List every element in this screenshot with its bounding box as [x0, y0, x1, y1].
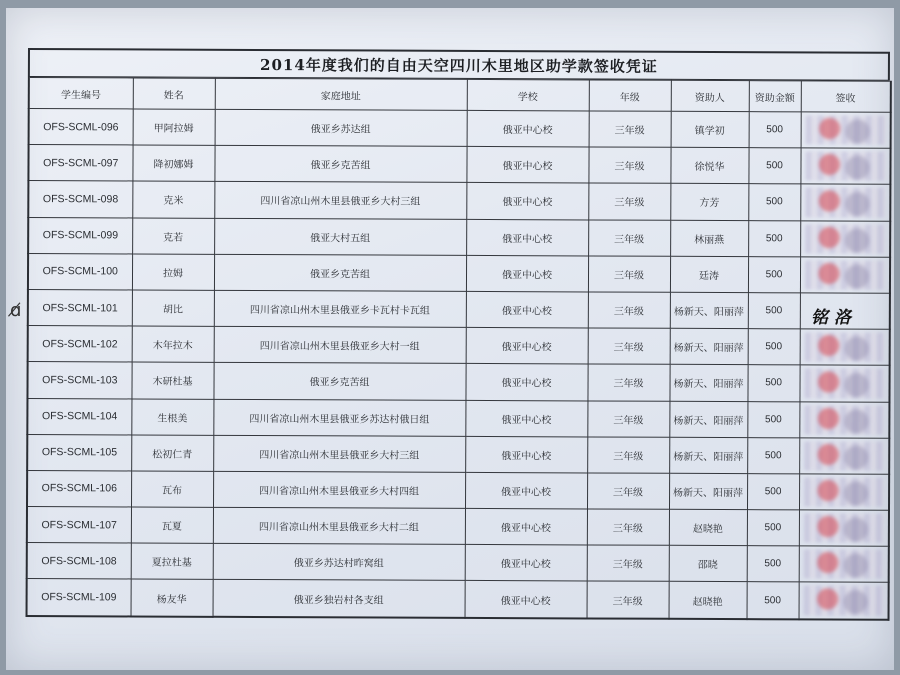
table-row: [29, 109, 891, 149]
cell-student-id: OFS-SCML-105: [27, 434, 131, 471]
paper-sheet: [6, 8, 894, 670]
redacted-signature-thumbprint: [804, 369, 885, 399]
cell-student-name: 瓦夏: [131, 507, 213, 544]
cell-school: 俄亚中心校: [466, 219, 588, 256]
redacted-signature-thumbprint: [804, 333, 885, 363]
cell-amount: 500: [748, 148, 800, 184]
cell-amount: 500: [748, 184, 800, 220]
table-row: [28, 181, 890, 221]
redacted-signature-thumbprint: [804, 477, 885, 507]
cell-home-address: 四川省凉山州木里县俄亚乡卡瓦村卡瓦组: [214, 290, 466, 327]
redacted-signature-thumbprint: [803, 513, 884, 543]
cell-amount: 500: [747, 546, 799, 582]
cell-signature: [801, 112, 891, 149]
cell-home-address: 四川省凉山州木里县俄亚乡大村二组: [213, 507, 465, 544]
table-row: [27, 434, 889, 474]
cell-student-id: OFS-SCML-100: [28, 253, 132, 290]
cell-signature: [799, 510, 889, 547]
cell-signature: [800, 220, 890, 257]
redacted-signature-thumbprint: [803, 586, 884, 616]
cell-home-address: 俄亚乡克苦组: [214, 146, 466, 183]
cell-student-name: 生根美: [131, 398, 213, 435]
cell-home-address: 四川省凉山州木里县俄亚乡大村三组: [213, 435, 465, 472]
col-header-id: 学生编号: [29, 78, 133, 109]
cell-student-name: 胡比: [132, 290, 214, 327]
cell-student-id: OFS-SCML-109: [27, 579, 131, 616]
cell-student-name: 拉姆: [132, 254, 214, 291]
col-header-address: 家庭地址: [215, 78, 467, 110]
cell-school: 俄亚中心校: [465, 400, 587, 437]
cell-school: 俄亚中心校: [465, 364, 587, 401]
cell-sponsor: 杨新天、阳丽萍: [669, 473, 747, 510]
cell-student-name: 克米: [132, 181, 214, 218]
cell-home-address: 俄亚大村五组: [214, 218, 466, 255]
cell-signature: [800, 257, 890, 294]
cell-grade: 三年级: [587, 364, 669, 401]
col-header-school: 学校: [467, 79, 589, 111]
cell-signature: [799, 546, 889, 583]
cell-grade: 三年级: [588, 328, 670, 365]
table-row: [27, 507, 889, 547]
cell-school: 俄亚中心校: [466, 183, 588, 220]
margin-check-mark: ɑ̸: [10, 300, 22, 321]
cell-school: 俄亚中心校: [465, 581, 587, 618]
table-row: [27, 362, 889, 402]
table-row: [28, 289, 890, 329]
cell-home-address: 俄亚乡克苦组: [213, 363, 465, 400]
cell-sponsor: 杨新天、阳丽萍: [669, 437, 747, 474]
cell-student-id: OFS-SCML-101: [28, 289, 132, 326]
cell-student-name: 降初娜姆: [132, 145, 214, 182]
cell-student-id: OFS-SCML-098: [28, 181, 132, 218]
redacted-signature-thumbprint: [803, 550, 884, 580]
cell-school: 俄亚中心校: [467, 110, 589, 147]
cell-student-id: OFS-SCML-107: [27, 507, 131, 544]
cell-student-name: 甲阿拉姆: [133, 109, 215, 146]
cell-student-id: OFS-SCML-096: [29, 109, 133, 146]
cell-sponsor: 赵晓艳: [669, 582, 747, 619]
cell-student-name: 松初仁青: [131, 435, 213, 472]
table-row: [27, 579, 889, 619]
cell-student-name: 杨友华: [131, 579, 213, 616]
cell-signature: [799, 474, 889, 511]
cell-sponsor: 廷涛: [670, 256, 748, 293]
cell-grade: 三年级: [589, 111, 671, 148]
cell-sponsor: 林丽燕: [670, 220, 748, 257]
cell-home-address: 俄亚乡独岩村各支组: [213, 580, 465, 618]
table-row: [27, 470, 889, 510]
table-row: [28, 253, 890, 293]
cell-signature: [800, 184, 890, 221]
handwritten-signature: 铭 洛: [811, 308, 851, 328]
redacted-signature-thumbprint: [805, 152, 886, 182]
redacted-signature-thumbprint: [804, 260, 885, 290]
cell-amount: 500: [747, 510, 799, 546]
redacted-signature-thumbprint: [805, 224, 886, 254]
col-header-amount: 资助金额: [749, 81, 801, 112]
cell-sponsor: 赵晓艳: [669, 509, 747, 546]
cell-home-address: 俄亚乡苏达村昨窝组: [213, 544, 465, 581]
cell-grade: 三年级: [587, 400, 669, 437]
cell-home-address: 俄亚乡苏达组: [215, 109, 467, 146]
cell-student-id: OFS-SCML-099: [28, 217, 132, 254]
cell-student-id: OFS-SCML-104: [27, 398, 131, 435]
redacted-signature-thumbprint: [804, 441, 885, 471]
cell-amount: 500: [748, 220, 800, 256]
cell-school: 俄亚中心校: [465, 545, 587, 582]
cell-grade: 三年级: [587, 581, 669, 618]
cell-signature: [799, 582, 889, 619]
cell-student-name: 木年拉木: [132, 326, 214, 363]
cell-student-name: 克若: [132, 218, 214, 255]
col-header-grade: 年级: [589, 80, 671, 111]
cell-student-name: 瓦布: [131, 471, 213, 508]
table-row: [27, 398, 889, 438]
cell-signature: [799, 365, 889, 402]
cell-grade: 三年级: [587, 437, 669, 474]
redacted-signature-thumbprint: [805, 188, 886, 218]
cell-student-name: 木研杜基: [131, 362, 213, 399]
col-header-name: 姓名: [133, 78, 215, 109]
cell-amount: 500: [748, 329, 800, 365]
cell-grade: 三年级: [588, 292, 670, 329]
cell-student-id: OFS-SCML-097: [28, 145, 132, 182]
cell-signature: [800, 329, 890, 366]
redacted-signature-thumbprint: [805, 115, 886, 145]
cell-sponsor: 镇学初: [671, 111, 749, 148]
cell-student-id: OFS-SCML-103: [27, 362, 131, 399]
cell-amount: 500: [749, 112, 801, 148]
cell-signature: [799, 438, 889, 475]
receipt-table: [26, 77, 892, 620]
cell-grade: 三年级: [588, 256, 670, 293]
cell-signature: [799, 401, 889, 438]
table-row: [28, 145, 890, 185]
table-row: [28, 217, 890, 257]
cell-school: 俄亚中心校: [466, 328, 588, 365]
receipt-form: [26, 48, 890, 622]
cell-home-address: 四川省凉山州木里县俄亚乡大村三组: [214, 182, 466, 219]
cell-school: 俄亚中心校: [465, 508, 587, 545]
cell-amount: 500: [748, 256, 800, 292]
col-header-signature: 签收: [801, 81, 891, 112]
cell-amount: 500: [747, 365, 799, 401]
cell-home-address: 俄亚乡克苦组: [214, 254, 466, 291]
cell-school: 俄亚中心校: [466, 291, 588, 328]
cell-student-id: OFS-SCML-108: [27, 543, 131, 580]
cell-home-address: 四川省凉山州木里县俄亚乡大村一组: [214, 326, 466, 363]
cell-amount: 500: [747, 401, 799, 437]
cell-grade: 三年级: [588, 183, 670, 220]
cell-sponsor: 徐悦华: [670, 147, 748, 184]
cell-grade: 三年级: [587, 509, 669, 546]
cell-grade: 三年级: [587, 545, 669, 582]
header-row: [29, 78, 891, 113]
cell-school: 俄亚中心校: [466, 147, 588, 184]
cell-school: 俄亚中心校: [466, 255, 588, 292]
cell-school: 俄亚中心校: [465, 436, 587, 473]
cell-grade: 三年级: [587, 473, 669, 510]
cell-home-address: 四川省凉山州木里县俄亚乡大村四组: [213, 471, 465, 508]
cell-student-id: OFS-SCML-102: [28, 326, 132, 363]
redacted-signature-thumbprint: [804, 405, 885, 435]
cell-school: 俄亚中心校: [465, 472, 587, 509]
cell-student-id: OFS-SCML-106: [27, 470, 131, 507]
table-row: [27, 543, 889, 583]
cell-amount: 500: [748, 293, 800, 329]
cell-sponsor: 方芳: [670, 184, 748, 221]
cell-sponsor: 杨新天、阳丽萍: [669, 365, 747, 402]
cell-home-address: 四川省凉山州木里县俄亚乡苏达村俄日组: [213, 399, 465, 436]
cell-sponsor: 杨新天、阳丽萍: [669, 401, 747, 438]
cell-amount: 500: [747, 437, 799, 473]
table-row: [28, 326, 890, 366]
table-body: [27, 109, 891, 620]
cell-signature: [800, 148, 890, 185]
col-header-sponsor: 资助人: [671, 80, 749, 111]
cell-sponsor: 邵晓: [669, 546, 747, 583]
cell-grade: 三年级: [588, 220, 670, 257]
cell-amount: 500: [747, 474, 799, 510]
document-title: 2014年度我们的自由天空四川木里地区助学款签收凭证: [28, 48, 890, 81]
cell-amount: 500: [747, 582, 799, 619]
cell-grade: 三年级: [588, 147, 670, 184]
cell-sponsor: 杨新天、阳丽萍: [670, 292, 748, 329]
cell-sponsor: 杨新天、阳丽萍: [670, 328, 748, 365]
cell-student-name: 夏拉杜基: [131, 543, 213, 580]
